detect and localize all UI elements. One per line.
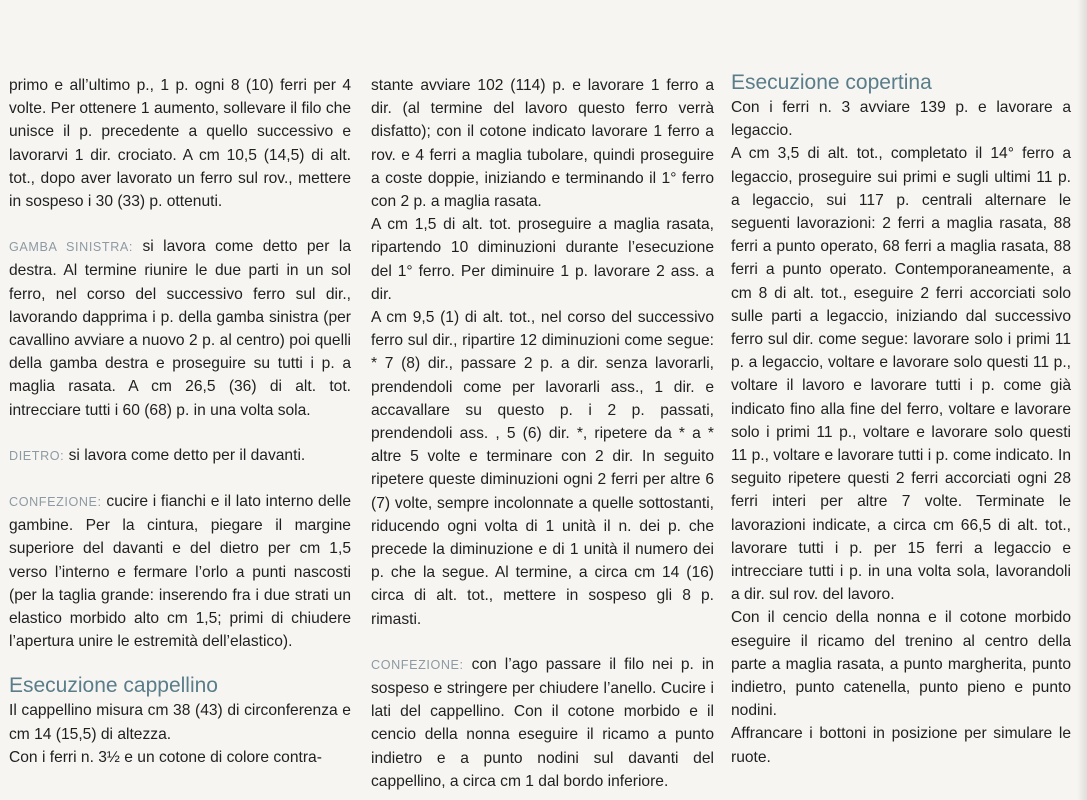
paragraph-cappellino-misura: Il cappellino misura cm 38 (43) di circonferenza e cm 14 (15,5) di altezza. [9, 702, 351, 743]
page-edge-shadow [1077, 0, 1087, 800]
confezione-text: cucire i fianchi e il lato interno delle gambine. Per la cintura, piegare il margine superiore del davanti e del dietro per cm 1,5 verso l’interno e fermare l’orlo a punti nascosti (per la taglia grande: inserendo fra i due strati un elastico morbido alto cm 1,5; primi di chiudere l’apertura unire le estremità dell’elastico). [9, 493, 351, 651]
paragraph-copertina-avvio: Con i ferri n. 3 avviare 139 p. e lavorare a legaccio. [731, 99, 1071, 140]
paragraph-cappellino-avvio: stante avviare 102 (114) p. e lavorare 1 ferro a dir. (al termine del lavoro questo ferro verrà disfatto); con il cotone indicato lavorare 1 ferro a rov. e 4 ferri a maglia tubolare, quindi proseguire a coste doppie, iniziando e terminando il 1° ferro con 2 p. a maglia rasata. [371, 77, 714, 211]
confezione-cappellino-text: con l’ago passare il filo nei p. in sospeso e stringere per chiudere l’anello. Cucire i lati del cappellino. Con il cotone morbido e il cencio della nonna eseguire il ricamo a punto indietro e a punto nodini sul davanti del cappellino, a circa cm 1 dal bordo inferiore. [371, 655, 714, 790]
paragraph-diminuzioni: A cm 9,5 (1) di alt. tot., nel corso del successivo ferro sul dir., ripartire 12 diminuzioni come segue: * 7 (8) dir., passare 2 p. a dir. senza lavorarli, prendendoli come per lavorarli ass., 1 dir. e accavallare su questo p. i 2 p. passati, prendendoli ass. , 5 (6) dir. *, ripetere da * a * altre 5 volte e terminare con 2 dir. In seguito ripetere queste diminuzioni ogni 2 ferri per altre 6 (7) volte, sempre incolonnate a quelle sottostanti, riducendo ogni volta di 1 unità il n. dei p. che precede la diminuzione e di 1 unità il numero dei p. che la segue. Al termine, a circa cm 14 (16) circa di alt. tot., mettere in sospeso gli 8 p. rimasti. [371, 309, 714, 628]
text-column-1 [9, 74, 351, 769]
paragraph-copertina-bottoni: Affrancare i bottoni in posizione per simulare le ruote. [731, 725, 1071, 766]
dietro-text: si lavora come detto per il davanti. [64, 446, 306, 464]
heading-esecuzione-copertina: Esecuzione copertina [731, 71, 932, 94]
paragraph-confezione-cappellino [371, 653, 714, 793]
paragraph-cappellino-start: Con i ferri n. 3½ e un cotone di colore contra- [9, 748, 322, 766]
paragraph-gamba-destra-end: primo e all’ultimo p., 1 p. ogni 8 (10) ferri per 4 volte. Per ottenere 1 aumento, sollevare il filo che unisce il p. precedente a quello successivo e lavorarvi 1 dir. crociato. A cm 10,5 (14,5) di alt. tot., dopo aver lavorato un ferro sul rov., mettere in sospeso i 30 (33) p. ottenuti. [9, 77, 351, 211]
section-label-confezione: CONFEZIONE: [9, 495, 102, 510]
gamba-sinistra-text: si lavora come detto per la destra. Al termine riunire le due parti in un sol ferro, nel corso del successivo ferro sul dir., lavorando dapprima i p. della gamba sinistra (per cavallino avviare a nuovo 2 p. al centro) poi quelli della gamba destra e proseguire su tutti i p. a maglia rasata. A cm 26,5 (36) di alt. tot. intrecciare tutti i 60 (68) p. in una volta sola. [9, 238, 351, 419]
paragraph-dietro [9, 444, 351, 468]
paragraph-gamba-sinistra [9, 235, 351, 422]
text-column-3 [731, 71, 1071, 769]
heading-esecuzione-cappellino: Esecuzione cappellino [9, 674, 218, 698]
section-label-confezione-cappellino: CONFEZIONE: [371, 657, 464, 672]
section-label-gamba-sinistra: GAMBA SINISTRA: [9, 240, 133, 255]
section-label-dietro: DIETRO: [9, 448, 65, 463]
paragraph-confezione [9, 490, 351, 653]
text-column-2 [371, 74, 714, 793]
paragraph-copertina-ricamo: Con il cencio della nonna e il cotone morbido eseguire il ricamo del trenino al centro della parte a maglia rasata, a punto margherita, punto indietro, punto catenella, punto pieno e punto nodini. [731, 609, 1071, 720]
paragraph-maglia-rasata: A cm 1,5 di alt. tot. proseguire a maglia rasata, ripartendo 10 diminuzioni durante l’esecuzione del 1° ferro. Per diminuire 1 p. lavorare 2 ass. a dir. [371, 216, 714, 303]
paragraph-copertina-lavorazioni: A cm 3,5 di alt. tot., completato il 14° ferro a legaccio, proseguire sui primi e sugli ultimi 11 p. a legaccio, sui 117 p. centrali alternare le seguenti lavorazioni: 2 ferri a maglia rasata, 88 ferri a punto operato, 68 ferri a maglia rasata, 88 ferri a punto operato. Contemporaneamente, a cm 8 di alt. tot., eseguire 2 ferri accorciati solo sulle parti a legaccio, iniziando dal successivo ferro sul dir. come segue: lavorare solo i primi 11 p. a legaccio, voltare e lavorare solo questi 11 p., voltare il lavoro e lavorare tutti i p. come già indicato fino alla fine del ferro, voltare e lavorare solo i primi 11 p., voltare e lavorare solo questi 11 p., voltare e lavorare tutti i p. come indicato. In seguito ripetere questi 2 ferri accorciati ogni 28 ferri interi per altre 7 volte. Terminate le lavorazioni indicate, a circa cm 66,5 di alt. tot., lavorare tutti i p. per 15 ferri a legaccio e intrecciare tutti i p. in una volta sola, lavorandoli a dir. sul rov. del lavoro. [731, 145, 1071, 604]
